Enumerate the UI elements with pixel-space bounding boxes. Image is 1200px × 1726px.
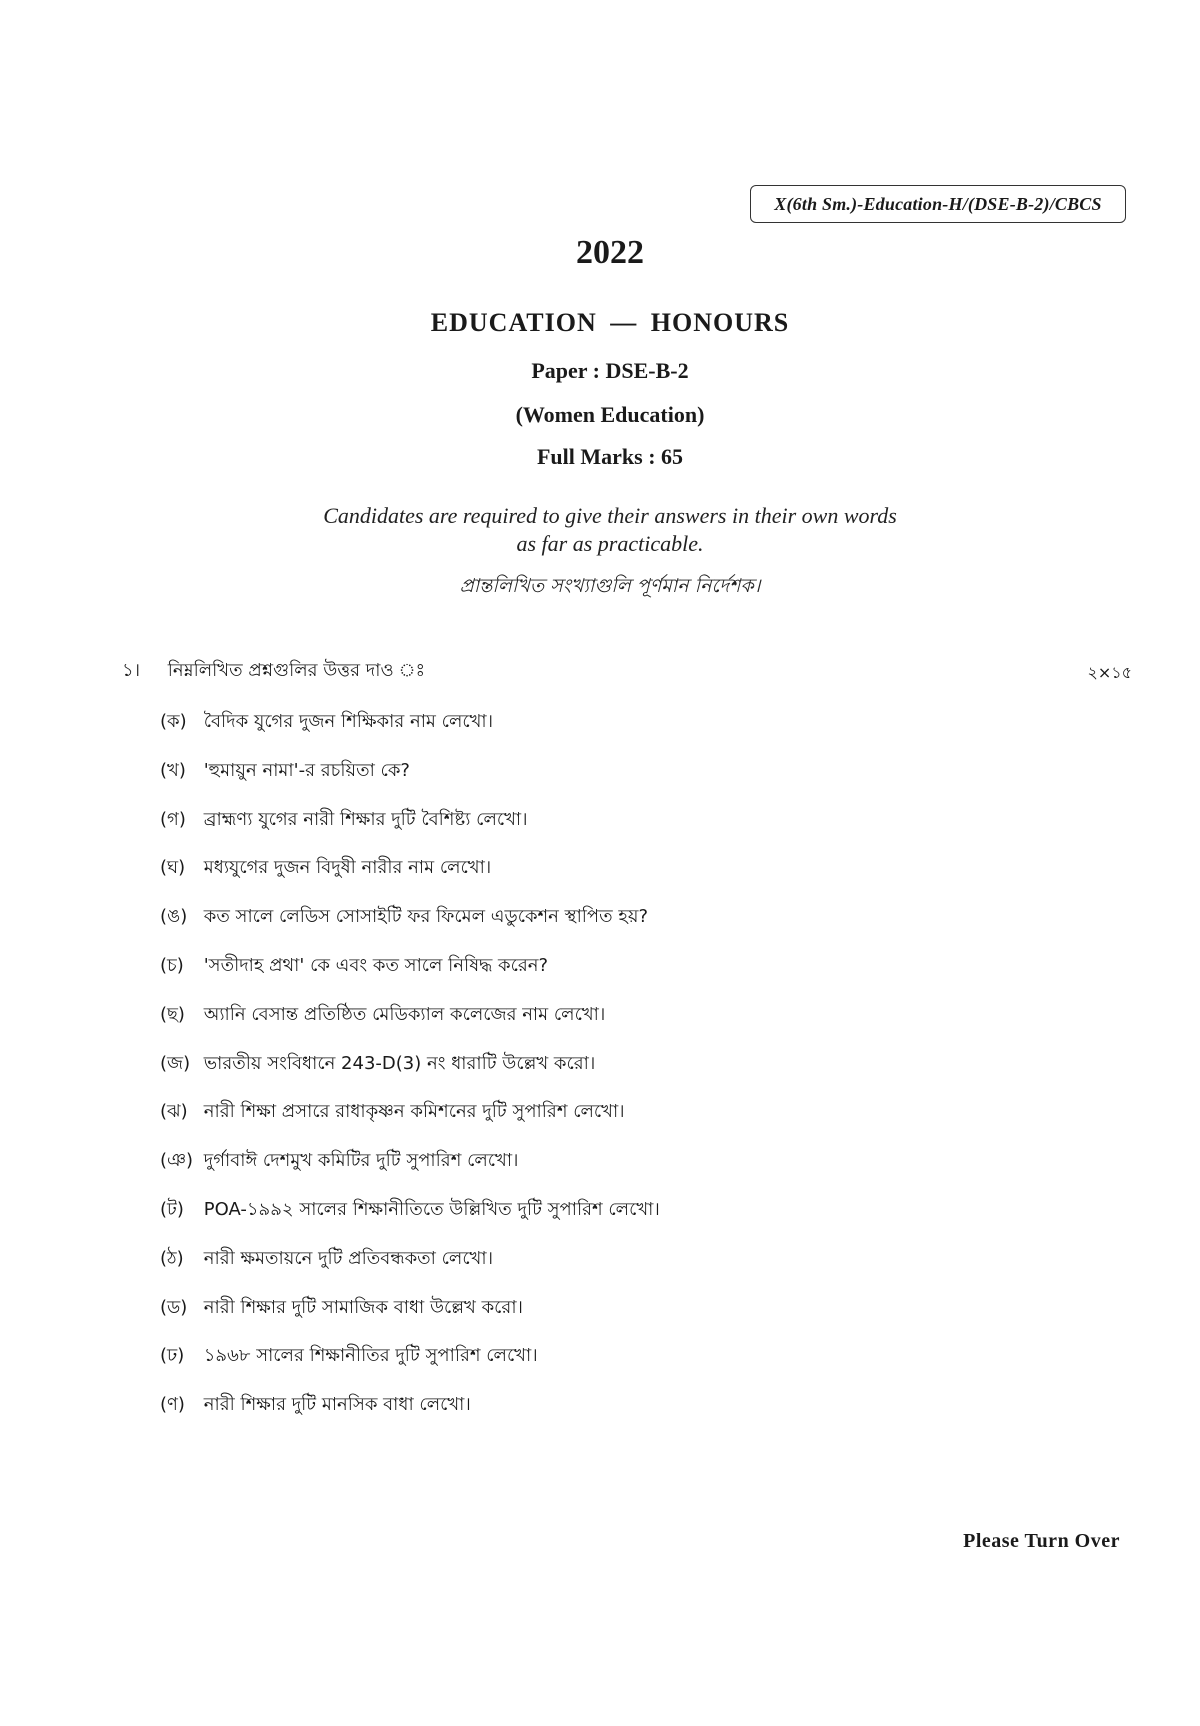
- sub-question-label: (ট): [160, 1198, 184, 1220]
- sub-question-text: অ্যানি বেসান্ত প্রতিষ্ঠিত মেডিক্যাল কলেজের নাম লেখো।: [203, 1003, 606, 1025]
- sub-question-label: (ঠ): [160, 1247, 184, 1269]
- paper-title: (Women Education): [515, 402, 705, 427]
- sub-question-text: POA-১৯৯২ সালের শিক্ষানীতিতে উল্লিখিত দুটি সুপারিশ লেখো।: [203, 1198, 660, 1220]
- sub-question: [160, 1340, 1060, 1389]
- sub-question-label: (ঘ): [160, 857, 186, 879]
- sub-question: [160, 1194, 1060, 1243]
- sub-question: [160, 1243, 1060, 1292]
- sub-question-text: নারী ক্ষমতায়নে দুটি প্রতিবন্ধকতা লেখো।: [203, 1247, 494, 1269]
- sub-question-label: (খ): [160, 759, 186, 781]
- paper-code-box: X(6th Sm.)-Education-H/(DSE-B-2)/CBCS: [750, 185, 1126, 223]
- sub-question-label: (ঙ): [160, 906, 188, 928]
- paper-code: Paper : DSE-B-2: [531, 358, 689, 383]
- full-marks: Full Marks : 65: [536, 444, 684, 469]
- question-prompt: নিম্নলিখিত প্রশ্নগুলির উত্তর দাও ঃ: [167, 660, 426, 681]
- sub-question-text: 'হুমায়ুন নামা'-র রচয়িতা কে?: [203, 759, 410, 781]
- sub-question: [160, 1292, 1060, 1341]
- sub-question-label: (জ): [160, 1052, 191, 1074]
- question-marks: ২×১৫: [1087, 663, 1132, 682]
- sub-question: [160, 950, 1060, 999]
- instruction-line-1: Candidates are required to give their answers in their own words: [323, 503, 897, 528]
- instructions: [0, 502, 1200, 558]
- sub-question-label: (চ): [160, 954, 184, 976]
- sub-question: [160, 1048, 1060, 1097]
- sub-question-label: (ড): [160, 1296, 188, 1318]
- sub-question: [160, 852, 1060, 901]
- sub-question: [160, 901, 1060, 950]
- sub-question-label: (ঝ): [160, 1101, 188, 1123]
- instruction-line-2: as far as practicable.: [516, 531, 704, 556]
- sub-question: [160, 804, 1060, 853]
- sub-question: [160, 1145, 1060, 1194]
- please-turn-over: Please Turn Over: [963, 1530, 1120, 1552]
- sub-question-text: ১৯৬৮ সালের শিক্ষানীতির দুটি সুপারিশ লেখো।: [203, 1345, 538, 1367]
- sub-question-text: ভারতীয় সংবিধানে 243-D(3) নং ধারাটি উল্লেখ করো।: [203, 1052, 596, 1074]
- sub-question-text: নারী শিক্ষার দুটি সামাজিক বাধা উল্লেখ করো।: [203, 1296, 523, 1318]
- question-1-heading: [122, 656, 1132, 687]
- sub-question-label: (ছ): [160, 1003, 185, 1025]
- sub-question-text: বৈদিক যুগের দুজন শিক্ষিকার নাম লেখো।: [203, 711, 494, 732]
- sub-question-text: মধ্যযুগের দুজন বিদুষী নারীর নাম লেখো।: [203, 857, 492, 879]
- sub-question-text: নারী শিক্ষা প্রসারে রাধাকৃষ্ণন কমিশনের দুটি সুপারিশ লেখো।: [203, 1101, 625, 1123]
- question-number: ১।: [122, 660, 141, 681]
- subject-title: EDUCATION — HONOURS: [430, 308, 790, 337]
- sub-question: [160, 999, 1060, 1048]
- sub-question-label: (গ): [160, 808, 186, 830]
- sub-question: [160, 1389, 1060, 1438]
- sub-question-text: 'সতীদাহ প্রথা' কে এবং কত সালে নিষিদ্ধ করেন?: [203, 954, 549, 976]
- sub-question-text: কত সালে লেডিস সোসাইটি ফর ফিমেল এডুকেশন স্থাপিত হয়?: [203, 906, 648, 928]
- exam-year: 2022: [576, 234, 644, 271]
- sub-question-text: নারী শিক্ষার দুটি মানসিক বাধা লেখো।: [203, 1394, 471, 1416]
- sub-question-text: ব্রাহ্মণ্য যুগের নারী শিক্ষার দুটি বৈশিষ্ট্য লেখো।: [203, 808, 528, 830]
- marks-instruction-bengali: প্রান্তলিখিত সংখ্যাগুলি পূর্ণমান নির্দেশক।: [459, 575, 761, 597]
- sub-question-label: (ঞ): [160, 1150, 194, 1172]
- sub-question: [160, 1096, 1060, 1145]
- sub-question-label: (ক): [160, 711, 187, 732]
- sub-question: [160, 755, 1060, 804]
- sub-question: [160, 706, 1060, 755]
- sub-question-text: দুর্গাবাঈ দেশমুখ কমিটির দুটি সুপারিশ লেখো।: [203, 1150, 519, 1172]
- question-1-items: [160, 706, 1060, 1438]
- sub-question-label: (ণ): [160, 1394, 185, 1416]
- sub-question-label: (ঢ): [160, 1345, 185, 1367]
